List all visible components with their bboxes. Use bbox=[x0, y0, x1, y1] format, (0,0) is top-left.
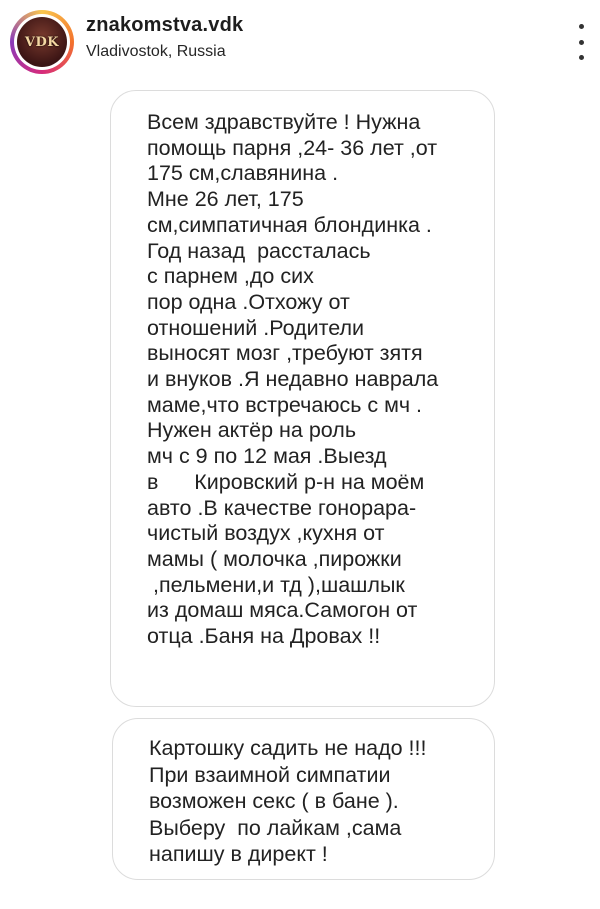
avatar[interactable] bbox=[10, 10, 74, 74]
post-header bbox=[0, 0, 600, 86]
more-dot bbox=[579, 24, 584, 29]
more-vertical-icon[interactable] bbox=[576, 24, 586, 60]
message-bubble bbox=[112, 718, 495, 880]
more-dot bbox=[579, 40, 584, 45]
message-bubble bbox=[110, 90, 495, 707]
message-text: Всем здравствуйте ! Нужна помощь парня ,24- 36 лет ,от 175 см,славянина . Мне 26 лет, 175 см,симпатичная блондинка . Год назад рассталась с парнем ,до сих пор одна .Отхожу от отношений .Родители выносят мозг ,требуют зятя и внуков .Я недавно наврала маме,что встречаюсь с мч . Нужен актёр на роль мч с 9 по 12 мая .Выезд в Кировский р-н на моём авто .В качестве гонорара- чистый воздух ,кухня от мамы ( молочка ,пирожки ,пельмени,и тд ),шашлык из домаш мяса.Самогон от отца .Баня на Дровах !! bbox=[147, 110, 439, 649]
more-dot bbox=[579, 55, 584, 60]
username-link[interactable]: znakomstva.vdk bbox=[86, 14, 244, 36]
avatar-logo: VDK bbox=[24, 34, 60, 50]
avatar-image bbox=[17, 17, 67, 67]
message-text: Картошку садить не надо !!! При взаимной симпатии возможен секс ( в бане ). Выберу по лайкам ,сама напишу в директ ! bbox=[149, 736, 427, 866]
location-link[interactable]: Vladivostok, Russia bbox=[86, 43, 226, 60]
avatar-ring bbox=[14, 14, 70, 70]
